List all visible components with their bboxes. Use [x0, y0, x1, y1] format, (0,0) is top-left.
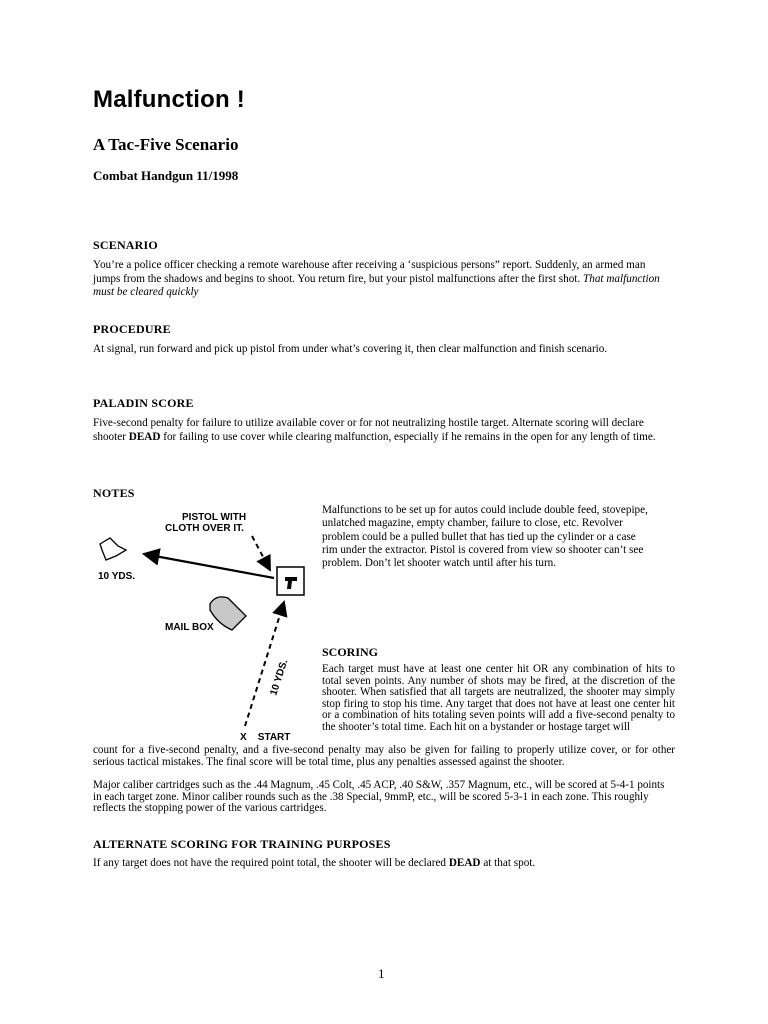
- page-title: Malfunction !: [93, 86, 245, 113]
- scoring-paragraph-full: count for a five-second penalty, and a five-second penalty may also be given for failing to properly utilize cover, or for other serious tactical mistakes. The final score will be total time, plus any penalties assessed against the shooter.: [93, 744, 675, 768]
- publication-line: Combat Handgun 11/1998: [93, 168, 239, 183]
- alternate-paragraph: [93, 857, 668, 871]
- alternate-heading: ALTERNATE SCORING FOR TRAINING PURPOSES: [93, 837, 391, 851]
- mailbox-label: MAIL BOX: [165, 622, 214, 633]
- course-diagram: [92, 498, 314, 746]
- run-distance-label: 10 YDS.: [268, 658, 291, 697]
- procedure-paragraph: At signal, run forward and pick up pistol from under what’s covering it, then clear malfunction and finish scenario.: [93, 343, 608, 355]
- scoring-heading: SCORING: [322, 645, 379, 659]
- scenario-paragraph: [93, 259, 668, 300]
- line-of-fire-arrow: [144, 554, 274, 578]
- paladin-heading: PALADIN SCORE: [93, 396, 194, 410]
- alternate-text-before: If any target does not have the required point total, the shooter will be declared: [93, 857, 447, 869]
- page-subtitle: A Tac-Five Scenario: [93, 135, 239, 154]
- start-label: X START: [240, 732, 291, 743]
- alternate-dead: DEAD: [448, 857, 481, 869]
- paladin-dead: DEAD: [128, 430, 161, 443]
- procedure-heading: PROCEDURE: [93, 322, 171, 336]
- scenario-heading: SCENARIO: [93, 238, 158, 252]
- scoring-paragraph-wrapped: Each target must have at least one center hit OR any combination of hits to total seven points. Any number of shots may be fired, at the discretion of the shooter. When satisfied that all targets are neutralized, the shooter may simply stop firing to stop his time. Any target that does not have at least one center hit or a combination of hits totaling seven points will add a five-second penalty to the shooter’s total time. Each hit on a bystander or hostage target will: [322, 663, 675, 733]
- paladin-text-after: for failing to use cover while clearing malfunction, especially if he remains in the open for any length of time.: [163, 430, 656, 443]
- target-distance-label: 10 YDS.: [98, 571, 136, 582]
- scenario-text: You’re a police officer checking a remote warehouse after receiving a ‘suspicious persons” report. Suddenly, an armed man jumps from the shadows and begins to shoot. You return fire, but your pistol malfunctions after the first shot.: [93, 259, 646, 285]
- notes-heading: NOTES: [93, 486, 135, 500]
- pistol-label-1: PISTOL WITH: [182, 512, 247, 523]
- caliber-paragraph: Major caliber cartridges such as the .44 Magnum, .45 Colt, .45 ACP, .40 S&W, .357 Magnum, etc., will be scored at 5-4-1 points in each target zone. Minor caliber rounds such as the .38 Special, 9mmP, etc., will be scored 5-3-1 in each zone. This roughly reflects the stopping power of the various cartridges.: [93, 779, 665, 815]
- alternate-text-after: at that spot.: [483, 857, 536, 869]
- paladin-text-before: Five-second penalty for failure to utilize available cover or for not neutralizing hostile target. Alternate scoring will declare shooter: [93, 417, 644, 443]
- scenario-italic: That malfunction must be cleared quickly: [93, 272, 660, 299]
- label-pointer-arrow: [252, 536, 270, 570]
- mailbox-icon: [210, 597, 246, 630]
- page-number: 1: [378, 966, 385, 981]
- target-icon: [100, 538, 126, 560]
- paladin-paragraph: [93, 417, 668, 444]
- pistol-label-2: CLOTH OVER IT.: [165, 523, 244, 534]
- notes-paragraph: Malfunctions to be set up for autos could include double feed, stovepipe, unlatched magazine, empty chamber, failure to close, etc. Revolver problem could be a pulled bullet that has tied up the cylinder or a case rim under the extractor. Pistol is covered from view so shooter can’t see problem. Don’t let shooter watch until after his turn.: [322, 504, 648, 570]
